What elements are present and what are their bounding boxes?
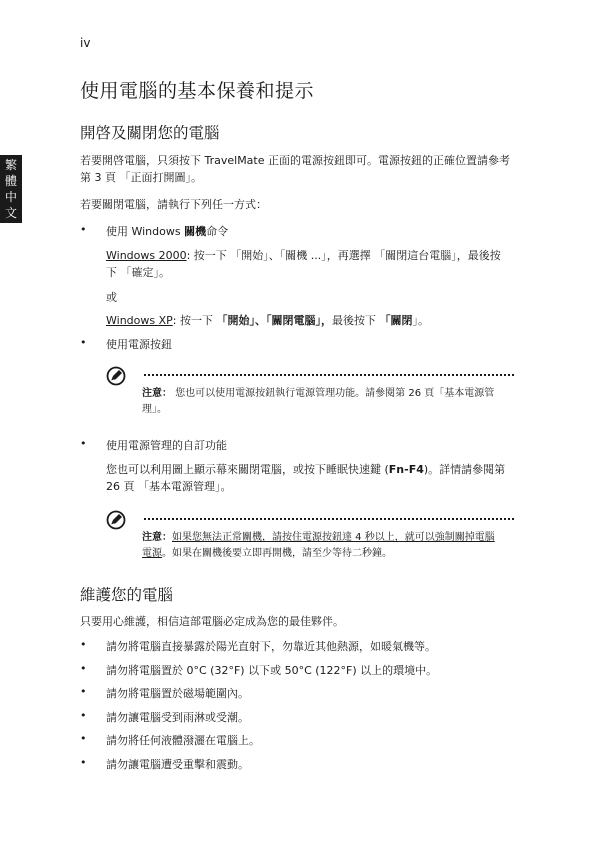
note-power-button [142, 386, 502, 418]
xp-text: 最後按下 [331, 314, 380, 327]
windows-xp-instructions [106, 312, 526, 329]
bullet-power-button: 使用電源按鈕 [106, 338, 172, 351]
language-side-tab: 繁 體 中 文 [0, 155, 22, 223]
note-force-shutdown [142, 530, 504, 562]
care-list-item: 請勿將電腦置於 0°C (32°F) 以下或 50°C (122°F) 以上的環境中。 [106, 663, 438, 677]
note-pen-icon [106, 366, 126, 386]
care-list-item: 請勿讓電腦遭受重擊和震動。 [106, 757, 249, 771]
power-on-paragraph: 若要開啓電腦，只須按下 TravelMate 正面的電源按鈕即可。電源按鈕的正確位置請參考第 3 頁 「正面打開圖」。 [80, 154, 511, 184]
custom-power-text: )。詳情請參閱第 26 頁 「基本電源管理」。 [106, 463, 506, 493]
or-text: 或 [106, 291, 117, 304]
note-text: 您也可以使用電源按鈕執行電源管理功能。請參閱第 26 頁「基本電源管理」。 [142, 388, 495, 415]
note-label: 注意： [142, 388, 172, 399]
xp-text: 」。 [412, 314, 429, 327]
page-number: iv [80, 36, 91, 50]
bullet-marker: • [80, 708, 87, 722]
bullet-text: 命令 [206, 225, 229, 238]
windows-2000-instructions [106, 247, 506, 281]
care-list-item: 請勿將任何液體潑灑在電腦上。 [106, 734, 260, 747]
care-list-item: 請勿讓電腦受到雨淋或受潮。 [106, 710, 249, 724]
bullet-marker: • [80, 755, 87, 769]
note-underlined-text: 如果您無法正常關機，請按住電源按鈕達 4 秒以上，就可以強制關掉電腦電源 [142, 532, 495, 559]
xp-bold-text: 「開始」、「關閉電腦」， [216, 314, 332, 327]
care-list-item: 請勿將電腦直接暴露於陽光直射下，勿靠近其他熱源，如暖氣機等。 [106, 640, 436, 653]
note-pen-icon [106, 510, 126, 530]
bullet-marker: • [80, 685, 87, 698]
bullet-marker: • [80, 437, 87, 450]
bullet-marker: • [80, 638, 87, 651]
bullet-marker: • [80, 223, 87, 236]
bullet-custom-power: 使用電源管理的自訂功能 [106, 439, 227, 452]
bullet-bold-text: 關機 [184, 225, 207, 238]
xp-text: : 按一下 [172, 314, 217, 327]
bullet-marker: • [80, 661, 87, 675]
custom-power-text: 您也可以利用圖上顯示幕來關閉電腦，或按下睡眠快速鍵 ( [106, 463, 389, 476]
section-heading-care: 維護您的電腦 [80, 586, 174, 604]
sleep-hotkey: Fn-F4 [388, 463, 424, 476]
section-heading-power: 開啓及關閉您的電腦 [80, 124, 220, 142]
bullet-marker: • [80, 732, 87, 745]
note-label: 注意： [142, 532, 172, 543]
note-divider [144, 374, 514, 376]
power-off-intro: 若要關閉電腦，請執行下列任一方式： [80, 198, 267, 211]
windows-2000-text: : 按一下 「開始」、「關機 ...」，再選擇 「關閉這台電腦」，最後按下 「確定」。 [106, 249, 501, 279]
xp-bold-text: 「關閉 [379, 314, 413, 327]
page-title: 使用電腦的基本保養和提示 [80, 80, 315, 102]
care-list-item: 請勿將電腦置於磁場範圍內。 [106, 687, 249, 700]
custom-power-paragraph [106, 461, 516, 495]
windows-xp-label: Windows XP [106, 314, 173, 327]
note-text: 。如果在關機後要立即再開機，請至少等待二秒鐘。 [162, 548, 392, 559]
windows-2000-label: Windows 2000 [106, 249, 187, 262]
bullet-text: 使用 Windows [106, 225, 185, 238]
care-intro: 只要用心維護，相信這部電腦必定成為您的最佳夥伴。 [80, 615, 344, 628]
bullet-marker: • [80, 336, 87, 349]
note-divider [144, 518, 514, 520]
bullet-shutdown-command [106, 223, 228, 240]
